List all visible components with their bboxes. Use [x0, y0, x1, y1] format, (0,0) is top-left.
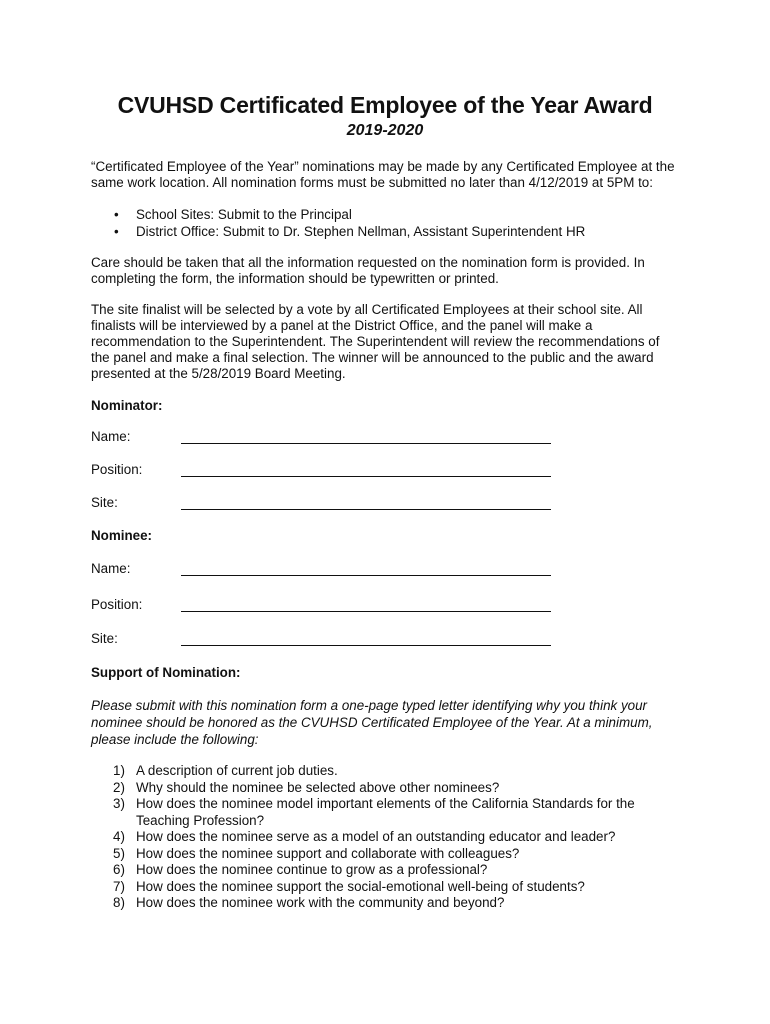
list-number: 5): [113, 845, 125, 861]
list-item: [91, 846, 691, 863]
list-item: [91, 829, 691, 846]
list-number: 7): [113, 878, 125, 894]
list-item: [91, 862, 691, 879]
process-paragraph: The site finalist will be selected by a vote by all Certificated Employees at their school site. All finalists will be interviewed by a panel at the District Office, and the panel will make a recommendation to the Superintendent. The Superintendent will review the recommendations of the panel and make a final selection. The winner will be announced to the public and the award presented at the 5/28/2019 Board Meeting.: [91, 302, 660, 381]
page-subtitle-year: 2019-2020: [346, 122, 424, 139]
nominee-name-row: [91, 561, 561, 579]
nominator-name-label: Name:: [91, 429, 131, 444]
nominee-name-field[interactable]: [181, 575, 551, 576]
list-number: 4): [113, 829, 125, 844]
list-number: 8): [113, 895, 125, 910]
list-item-text: A description of current job duties.: [136, 763, 338, 778]
nominee-heading: Nominee:: [91, 528, 153, 543]
list-item-text: How does the nominee support the social-emotional well-being of students?: [136, 878, 585, 894]
list-number: 1): [113, 763, 125, 778]
list-number: 6): [113, 862, 125, 877]
nominator-site-label: Site:: [91, 495, 118, 510]
nominator-site-field[interactable]: [181, 509, 551, 510]
support-instructions: Please submit with this nomination form a one-page typed letter identifying why you think your nominee should be honored as the CVUHSD Certificated Employee of the Year. At a minimum, please include the following:: [91, 698, 653, 747]
nominator-position-field[interactable]: [181, 476, 551, 477]
nominee-name-label: Name:: [91, 561, 131, 576]
list-item: [91, 879, 691, 896]
list-number: 2): [113, 779, 125, 795]
list-item-text: School Sites: Submit to the Principal: [136, 207, 352, 222]
nominator-site-row: [91, 495, 561, 513]
support-questions-list: [91, 763, 691, 912]
intro-paragraph: “Certificated Employee of the Year” nominations may be made by any Certificated Employee at the same work location. All nomination forms must be submitted no later than 4/12/2019 at 5PM to:: [91, 159, 675, 190]
list-item: [91, 206, 585, 223]
list-item: [91, 223, 585, 240]
list-item: [91, 763, 691, 780]
list-item-text: How does the nominee model important elements of the California Standards for the Teaching Profession?: [136, 796, 635, 828]
list-item: [91, 796, 691, 829]
list-number: 3): [113, 796, 125, 811]
list-item: [91, 780, 691, 797]
nominator-name-field[interactable]: [181, 443, 551, 444]
list-item-text: How does the nominee continue to grow as a professional?: [136, 862, 488, 877]
nominee-site-label: Site:: [91, 631, 118, 646]
list-item: [91, 895, 691, 912]
bullet-icon: •: [114, 207, 119, 222]
nominator-position-label: Position:: [91, 462, 143, 477]
page-title: CVUHSD Certificated Employee of the Year Award: [117, 92, 653, 118]
nominator-heading: Nominator:: [91, 398, 163, 413]
nominee-position-row: [91, 597, 561, 615]
support-heading: Support of Nomination:: [91, 665, 241, 680]
list-item-text: How does the nominee serve as a model of an outstanding educator and leader?: [136, 829, 616, 844]
list-item-text: District Office: Submit to Dr. Stephen Nellman, Assistant Superintendent HR: [136, 224, 586, 239]
nominee-site-row: [91, 631, 561, 649]
care-paragraph: Care should be taken that all the information requested on the nomination form is provided. In completing the form, the information should be typewritten or printed.: [91, 255, 645, 286]
nominee-site-field[interactable]: [181, 645, 551, 646]
list-item-text: How does the nominee work with the community and beyond?: [136, 895, 505, 910]
submission-list: [91, 206, 585, 240]
nominator-position-row: [91, 462, 561, 480]
nominator-name-row: [91, 429, 561, 447]
bullet-icon: •: [114, 224, 119, 239]
nominee-position-field[interactable]: [181, 611, 551, 612]
nominee-position-label: Position:: [91, 597, 143, 612]
list-item-text: Why should the nominee be selected above other nominees?: [136, 779, 500, 795]
list-item-text: How does the nominee support and collaborate with colleagues?: [136, 845, 520, 861]
